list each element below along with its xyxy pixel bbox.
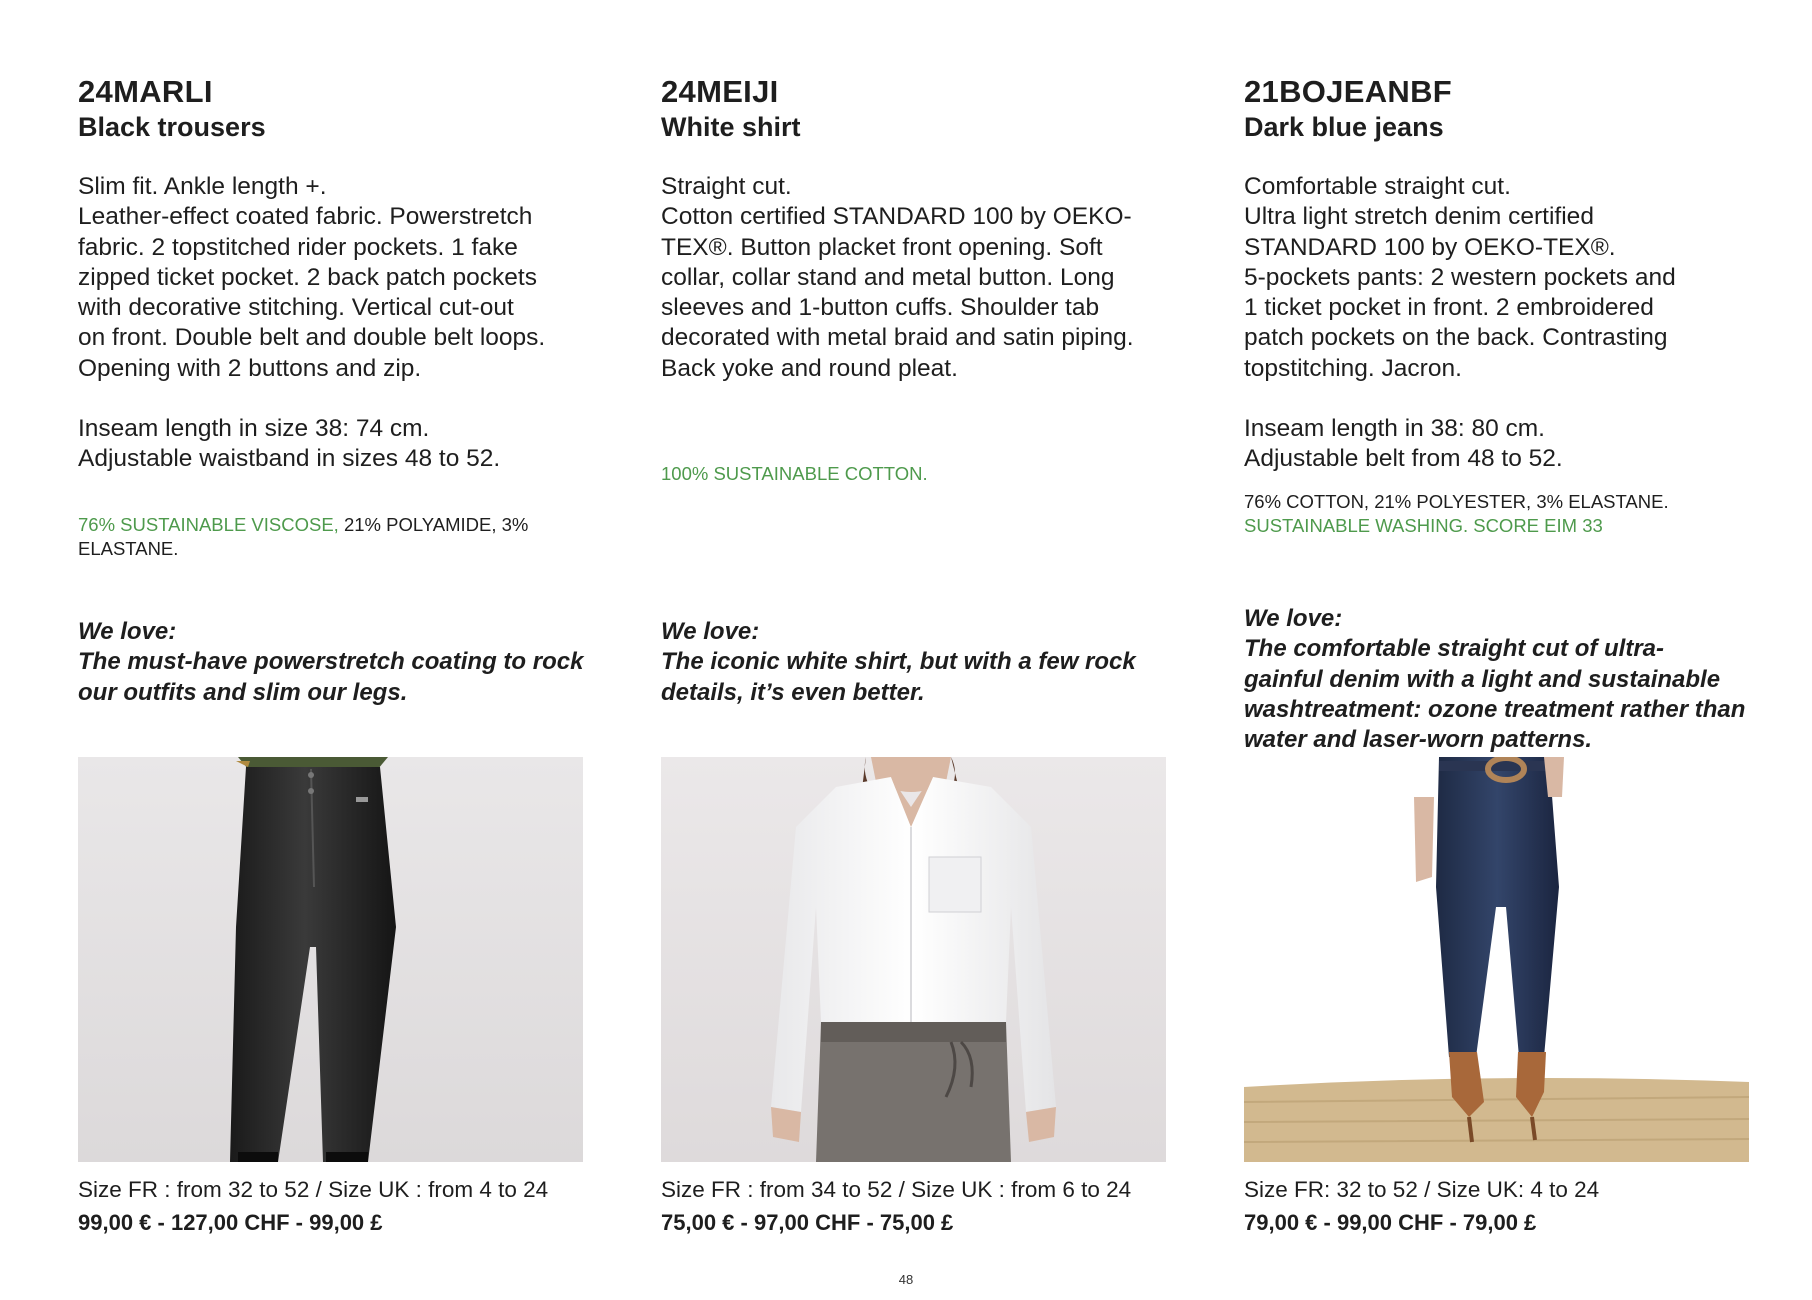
- inseam-info: [78, 414, 583, 475]
- composition-sustainable: 100% SUSTAINABLE COTTON.: [661, 463, 928, 484]
- composition: [78, 513, 583, 560]
- product-card-dark-blue-jeans: [1244, 74, 1749, 1235]
- size-range: Size FR : from 34 to 52 / Size UK : from 6 to 24: [661, 1177, 1132, 1202]
- description-line: Slim fit. Ankle length +.: [78, 173, 327, 200]
- product-name: Dark blue jeans: [1244, 112, 1444, 142]
- description-line: 1 ticket pocket in front. 2 embroidered: [1244, 294, 1654, 322]
- we-love-label: We love:: [78, 618, 177, 645]
- size-range: Size FR: 32 to 52 / Size UK: 4 to 24: [1244, 1177, 1600, 1202]
- we-love-section: [661, 617, 1181, 708]
- description-line: Cotton certified STANDARD 100 by OEKO-: [661, 203, 1132, 231]
- inseam-line: Adjustable waistband in sizes 48 to 52.: [78, 445, 501, 473]
- we-love-section: [78, 617, 598, 708]
- we-love-line: washtreatment: ozone treatment rather than: [1244, 695, 1746, 723]
- composition-other: 21% POLYAMIDE, 3%: [338, 514, 529, 535]
- we-love-section: [1244, 604, 1764, 755]
- description-line: Comfortable straight cut.: [1244, 173, 1511, 200]
- we-love-line: our outfits and slim our legs.: [78, 678, 408, 706]
- inseam-line: Adjustable belt from 48 to 52.: [1244, 445, 1563, 473]
- description-line: patch pockets on the back. Contrasting: [1244, 324, 1668, 352]
- we-love-line: gainful denim with a light and sustainable: [1244, 665, 1721, 693]
- description-line: Opening with 2 buttons and zip.: [78, 354, 422, 382]
- inseam-info: [1244, 414, 1749, 475]
- product-photo-dark-blue-jeans: [1244, 757, 1749, 1162]
- composition-sustainable: SUSTAINABLE WASHING. SCORE EIM 33: [1244, 514, 1603, 536]
- composition-other: 76% COTTON, 21% POLYESTER, 3% ELASTANE.: [1244, 491, 1669, 512]
- composition-other: ELASTANE.: [78, 537, 179, 559]
- price: 79,00 € - 99,00 CHF - 79,00 £: [1244, 1210, 1537, 1235]
- description-line: fabric. 2 topstitched rider pockets. 1 fake: [78, 233, 518, 261]
- product-description: [1244, 172, 1749, 384]
- we-love-line: The comfortable straight cut of ultra-: [1244, 635, 1665, 663]
- description-line: TEX®. Button placket front opening. Soft: [661, 233, 1103, 261]
- product-description: [78, 172, 583, 384]
- product-name: Black trousers: [78, 112, 266, 142]
- price: 99,00 € - 127,00 CHF - 99,00 £: [78, 1210, 383, 1235]
- description-line: 5-pockets pants: 2 western pockets and: [1244, 263, 1676, 291]
- we-love-line: The iconic white shirt, but with a few rock: [661, 648, 1136, 676]
- product-card-white-shirt: [661, 74, 1166, 1235]
- product-reference: 21BOJEANBF: [1244, 74, 1452, 109]
- we-love-line: The must-have powerstretch coating to rock: [78, 648, 584, 676]
- we-love-label: We love:: [1244, 605, 1343, 632]
- description-line: with decorative stitching. Vertical cut-out: [78, 294, 514, 322]
- description-line: zipped ticket pocket. 2 back patch pockets: [78, 263, 537, 291]
- composition-sustainable: 76% SUSTAINABLE VISCOSE,: [78, 514, 339, 535]
- product-photo-black-trousers: [78, 757, 583, 1162]
- price: 75,00 € - 97,00 CHF - 75,00 £: [661, 1210, 954, 1235]
- we-love-line: details, it’s even better.: [661, 678, 925, 706]
- page-number: 48: [898, 1272, 914, 1287]
- we-love-line: water and laser-worn patterns.: [1244, 726, 1593, 754]
- product-photo-white-shirt: [661, 757, 1166, 1162]
- product-name: White shirt: [661, 112, 801, 142]
- description-line: sleeves and 1-button cuffs. Shoulder tab: [661, 294, 1100, 322]
- product-description: [661, 172, 1166, 384]
- description-line: collar, collar stand and metal button. Long: [661, 263, 1115, 291]
- composition: [661, 462, 1166, 486]
- we-love-label: We love:: [661, 618, 760, 645]
- description-line: Straight cut.: [661, 173, 792, 200]
- product-reference: 24MARLI: [78, 74, 213, 109]
- description-line: Ultra light stretch denim certified: [1244, 203, 1594, 231]
- description-line: Leather-effect coated fabric. Powerstretch: [78, 203, 533, 231]
- product-card-black-trousers: [78, 74, 584, 1235]
- composition: [1244, 490, 1749, 537]
- description-line: on front. Double belt and double belt loops.: [78, 324, 546, 352]
- description-line: topstitching. Jacron.: [1244, 354, 1462, 382]
- description-line: STANDARD 100 by OEKO-TEX®.: [1244, 233, 1616, 261]
- size-range: Size FR : from 32 to 52 / Size UK : from 4 to 24: [78, 1177, 549, 1202]
- inseam-line: Inseam length in 38: 80 cm.: [1244, 415, 1545, 442]
- description-line: Back yoke and round pleat.: [661, 354, 958, 382]
- description-line: decorated with metal braid and satin piping.: [661, 324, 1134, 352]
- product-reference: 24MEIJI: [661, 74, 779, 109]
- inseam-line: Inseam length in size 38: 74 cm.: [78, 415, 430, 442]
